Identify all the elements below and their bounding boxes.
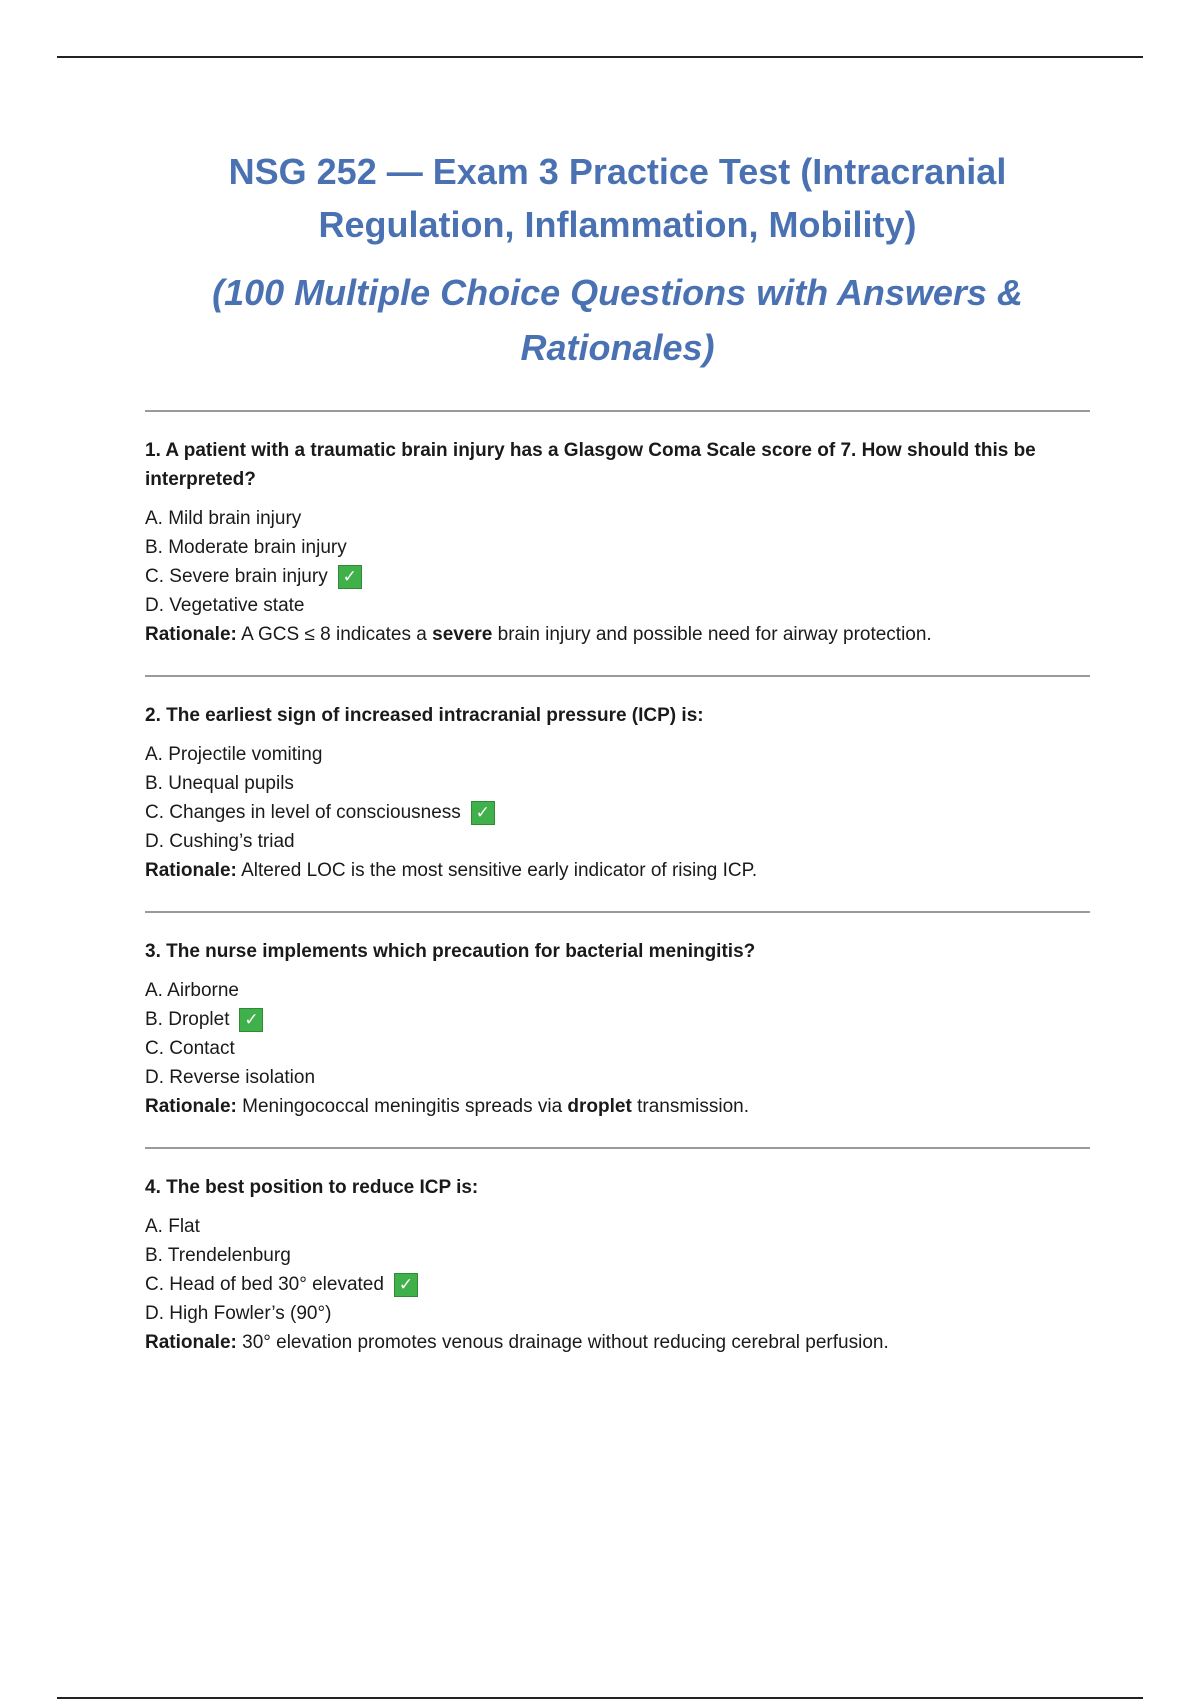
question-text: 3. The nurse implements which precaution for bacterial meningitis? bbox=[145, 941, 756, 962]
answer-option bbox=[145, 1299, 1090, 1328]
rationale-text: A GCS ≤ 8 indicates a bbox=[236, 624, 433, 645]
option-text: B. Trendelenburg bbox=[145, 1245, 291, 1266]
answer-option bbox=[145, 1212, 1090, 1241]
option-text: D. Reverse isolation bbox=[145, 1067, 316, 1088]
green-checkmark-icon: ✓ bbox=[239, 1008, 263, 1032]
answer-option-correct bbox=[145, 1270, 1090, 1299]
answer-option bbox=[145, 1241, 1090, 1270]
option-text: D. Cushing’s triad bbox=[145, 831, 295, 852]
document-title: NSG 252 — Exam 3 Practice Test (Intracranial Regulation, Inflammation, Mobility) bbox=[228, 151, 1007, 245]
option-text: B. Unequal pupils bbox=[145, 773, 294, 794]
answer-option bbox=[145, 591, 1090, 620]
option-text: A. Flat bbox=[145, 1216, 200, 1237]
option-text: A. Projectile vomiting bbox=[145, 744, 323, 765]
green-checkmark-icon: ✓ bbox=[471, 801, 495, 825]
question-block bbox=[145, 412, 1090, 675]
answer-options bbox=[145, 976, 1090, 1092]
rationale-text: 30° elevation promotes venous drainage without reducing cerebral perfusion. bbox=[236, 1332, 889, 1353]
answer-option bbox=[145, 533, 1090, 562]
rationale bbox=[145, 1092, 1090, 1121]
option-text: C. Head of bed 30° elevated bbox=[145, 1274, 384, 1295]
answer-option-correct bbox=[145, 798, 1090, 827]
option-text: A. Mild brain injury bbox=[145, 508, 302, 529]
rationale-emphasis: severe bbox=[432, 624, 493, 645]
option-text: B. Moderate brain injury bbox=[145, 537, 347, 558]
answer-option-correct bbox=[145, 1005, 1090, 1034]
answer-option bbox=[145, 1034, 1090, 1063]
green-checkmark-icon: ✓ bbox=[338, 565, 362, 589]
rationale-label: Rationale: bbox=[145, 1096, 237, 1117]
rationale-emphasis: droplet bbox=[567, 1096, 632, 1117]
document-subtitle: (100 Multiple Choice Questions with Answers & Rationales) bbox=[212, 272, 1023, 368]
answer-options bbox=[145, 504, 1090, 620]
answer-options bbox=[145, 1212, 1090, 1328]
rationale bbox=[145, 856, 1090, 885]
answer-option bbox=[145, 740, 1090, 769]
green-checkmark-icon: ✓ bbox=[394, 1273, 418, 1297]
answer-option bbox=[145, 976, 1090, 1005]
question-block bbox=[145, 1149, 1090, 1383]
question-list bbox=[145, 410, 1090, 1383]
question-text: 4. The best position to reduce ICP is: bbox=[145, 1177, 479, 1198]
header-rule bbox=[57, 56, 1143, 58]
rationale-text: transmission. bbox=[631, 1096, 750, 1117]
option-text: C. Contact bbox=[145, 1038, 235, 1059]
question-text: 1. A patient with a traumatic brain injury has a Glasgow Coma Scale score of 7. How should this be interpreted? bbox=[145, 440, 1036, 490]
answer-option bbox=[145, 504, 1090, 533]
answer-option bbox=[145, 769, 1090, 798]
rationale-text: Altered LOC is the most sensitive early indicator of rising ICP. bbox=[236, 860, 758, 881]
answer-option-correct bbox=[145, 562, 1090, 591]
question-text: 2. The earliest sign of increased intracranial pressure (ICP) is: bbox=[145, 705, 704, 726]
option-text: C. Changes in level of consciousness bbox=[145, 802, 461, 823]
rationale-label: Rationale: bbox=[145, 860, 237, 881]
rationale-text: Meningococcal meningitis spreads via bbox=[236, 1096, 568, 1117]
answer-option bbox=[145, 1063, 1090, 1092]
question-block bbox=[145, 913, 1090, 1147]
question-block bbox=[145, 677, 1090, 911]
option-text: D. Vegetative state bbox=[145, 595, 305, 616]
footer-rule bbox=[57, 1697, 1143, 1699]
option-text: B. Droplet bbox=[145, 1009, 230, 1030]
rationale-label: Rationale: bbox=[145, 1332, 237, 1353]
answer-option bbox=[145, 827, 1090, 856]
answer-options bbox=[145, 740, 1090, 856]
rationale bbox=[145, 1328, 1090, 1357]
option-text: D. High Fowler’s (90°) bbox=[145, 1303, 332, 1324]
rationale-label: Rationale: bbox=[145, 624, 237, 645]
option-text: A. Airborne bbox=[145, 980, 239, 1001]
option-text: C. Severe brain injury bbox=[145, 566, 328, 587]
rationale-text: brain injury and possible need for airway protection. bbox=[492, 624, 932, 645]
rationale bbox=[145, 620, 1090, 649]
